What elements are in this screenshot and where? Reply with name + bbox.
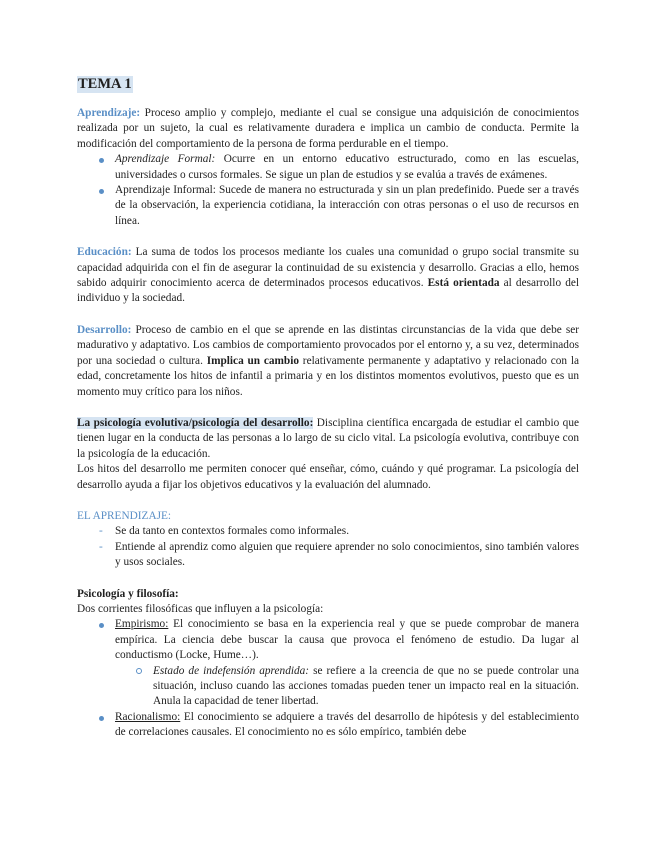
aprendizaje-term: Aprendizaje: [77, 107, 141, 119]
filosofia-heading: Psicología y filosofía: [77, 587, 179, 600]
hitos-paragraph: Los hitos del desarrollo me permiten conocer qué enseñar, cómo, cuándo y qué programar. La psicología del desarrollo ayuda a fijar los objetivos educativos y la evaluación del alumnado. [77, 463, 579, 491]
educacion-paragraph [77, 245, 579, 307]
informal-text: Aprendizaje Informal: Sucede de manera no estructurada y sin un plan predefinido. Puede ser a través de la observación, la experiencia cotidiana, la interacción con otras personas o el uso de recursos en línea. [115, 184, 579, 227]
el-aprendizaje-heading: EL APRENDIZAJE: [77, 509, 172, 522]
psicologia-evolutiva-paragraph [77, 416, 579, 462]
racionalismo-label: Racionalismo: [115, 710, 181, 723]
desarrollo-text: Proceso de cambio en el que se aprende en las distintas circunstancias de la vida que debe ser madurativo y adaptativo. Los cambios de comportamiento provocados por el entorno y, a su vez, determinados por una sociedad o cultura. [77, 323, 579, 367]
aprendizaje-text: Proceso amplio y complejo, mediante el cual se consigue una adquisición de conocimientos realizada por un sujeto, la cual es relativamente duradera e implica un cambio de conducta. Permite la modificación del comportamiento de la persona de forma perdurable en el tiempo. [77, 107, 579, 150]
desarrollo-paragraph [77, 323, 579, 400]
educacion-text: La suma de todos los procesos mediante los cuales una comunidad o grupo social transmite su capacidad adquirida con el fin de asegurar la continuidad de su existencia y desarrollo. Gracias a ello, hemos sabido adquirir conocimiento acerca de determinados procesos educativos. [77, 246, 579, 290]
educacion-bold: Está orientada [427, 277, 500, 290]
desarrollo-term: Desarrollo: [77, 323, 132, 336]
list-item [77, 152, 579, 183]
indefension-text: se refiere a la creencia de que no se puede controlar una situación, incluso cuando las acciones tomadas pueden tener un impacto real en la situación. Anula la capacidad de tener libertad. [153, 664, 579, 708]
desarrollo-bold: Implica un cambio [206, 354, 300, 367]
formal-label: Aprendizaje Formal: [115, 153, 216, 166]
page-title: TEMA 1 [78, 76, 132, 92]
list-item [77, 183, 579, 229]
psicologia-evolutiva-text: Disciplina científica encargada de estudiar el cambio que tienen lugar en la conducta de las personas a lo largo de su ciclo vital. La psicología evolutiva, contribuye con la psicología de la educación. [77, 416, 579, 460]
empirismo-sublist [77, 664, 579, 710]
formal-text: Ocurre en un entorno educativo estructurado, como en las escuelas, universidades o cursos formales. Se sigue un plan de estudios y se evalúa a través de exámenes. [115, 153, 579, 181]
indefension-label: Estado de indefensión aprendida: [153, 664, 310, 677]
document-page [77, 76, 579, 741]
empirismo-label: Empirismo: [115, 618, 169, 631]
list-item [77, 710, 579, 741]
list-item [77, 664, 579, 710]
aprendizaje-paragraph [77, 106, 579, 152]
list-item: - Se da tanto en contextos formales como informales. [77, 524, 579, 539]
educacion-text2: al desarrollo del individuo y la sociedad. [77, 277, 579, 305]
el-aprendizaje-list [77, 524, 579, 570]
filosofia-list [77, 617, 579, 740]
psicologia-evolutiva-term: La psicología evolutiva/psicología del desarrollo: [77, 416, 314, 429]
desarrollo-text2: relativamente permanente y adaptativo y relacionado con la edad, concretamente los hitos de infantil a primaria y en los distintos momentos evolutivos, puesto que es un momento muy crítico para los niños. [77, 354, 579, 398]
list-item [77, 617, 579, 709]
racionalismo-text: El conocimiento se adquiere a través del desarrollo de hipótesis y del establecimiento de correlaciones causales. El conocimiento no es sólo empírico, también debe [115, 710, 579, 739]
educacion-term: Educación: [77, 246, 132, 259]
empirismo-text: El conocimiento se basa en la experiencia real y que se puede comprobar de manera empírica. La ciencia debe buscar la causa que provoca el fenómeno de estudio. Da lugar al conductismo (Locke, Hume…). [115, 618, 579, 662]
list-item: - Entiende al aprendiz como alguien que requiere aprender no solo conocimientos, sino también valores y usos sociales. [77, 540, 579, 571]
filosofia-intro: Dos corrientes filosóficas que influyen a la psicología: [77, 602, 324, 615]
aprendizaje-list [77, 152, 579, 229]
